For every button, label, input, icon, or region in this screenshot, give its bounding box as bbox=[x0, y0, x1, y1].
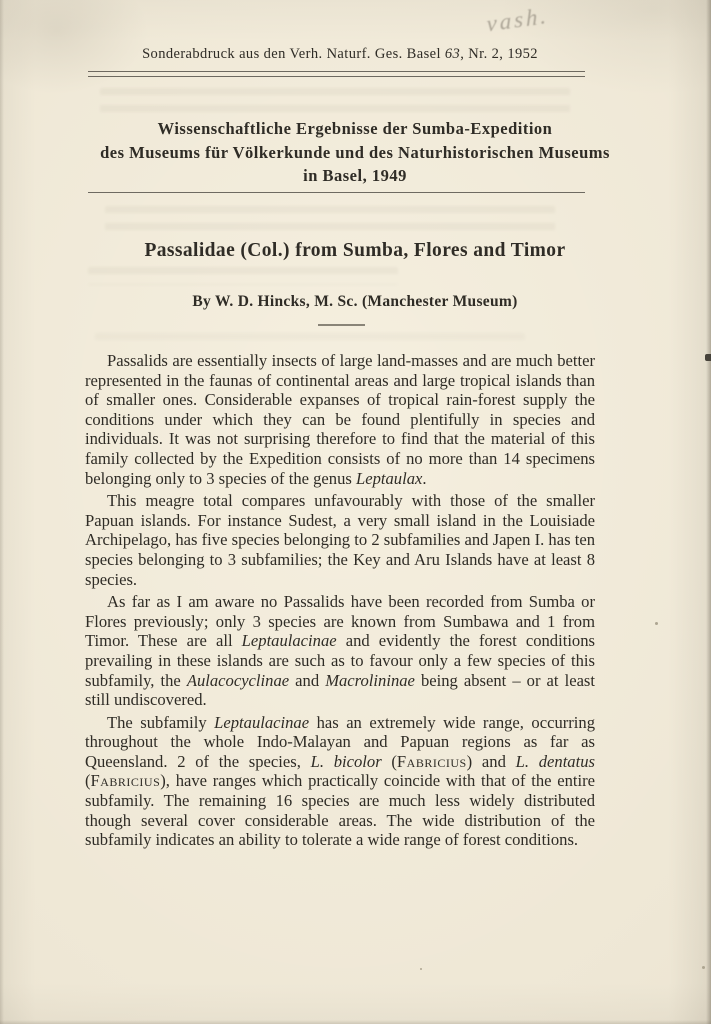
page-edge-shadow-left bbox=[0, 0, 4, 1024]
paragraph-1: Passalids are essentially insects of large land-masses and are much better represented in the faunas of continental areas and large tropical islands than of smaller ones. Considerable expanses of tropical rain-forest supply the conditions under which they can be found plentifully in species and individuals. It was not surprising therefore to find that the material of this family collected by the Expedition consists of no more than 14 specimens belonging only to 3 species of the genus Leptaulax. bbox=[85, 351, 595, 488]
double-rule bbox=[88, 71, 585, 77]
page-edge-shadow-right bbox=[706, 0, 711, 1024]
handwritten-pencil-note: vash. bbox=[486, 2, 550, 37]
scan-edge-mark bbox=[705, 354, 711, 361]
series-heading-line: des Museums für Völkerkunde und des Naturhistorischen Museums bbox=[100, 142, 610, 162]
series-heading-line: in Basel, 1949 bbox=[303, 166, 407, 185]
paragraph-3: As far as I am aware no Passalids have been recorded from Sumba or Flores previously; only 3 species are known from Sumbawa and 1 from Timor. These are all Leptaulacinae and evidently the forest conditions prevailing in these islands are such as to favour only a few species of this subfamily, the Aulacocyclinae and Macrolininae being absent – or at least still undiscovered. bbox=[85, 592, 595, 710]
show-through bbox=[88, 267, 398, 285]
article-title: Passalidae (Col.) from Sumba, Flores and Timor bbox=[144, 240, 566, 261]
page-edge-shadow-bottom bbox=[0, 1020, 711, 1024]
section-divider bbox=[318, 324, 365, 326]
show-through bbox=[100, 88, 570, 118]
paper-speck bbox=[420, 968, 422, 970]
paragraph-2: This meagre total compares unfavourably with those of the smaller Papuan islands. For instance Sudest, a very small island in the Louisiade Archipelago, has five species belonging to 2 subfamilies and Japen I. has ten species belonging to 3 subfamilies; the Key and Aru Islands have at least 8 species. bbox=[85, 491, 595, 589]
journal-reference: Sonderabdruck aus den Verh. Naturf. Ges. Basel 63, Nr. 2, 1952 bbox=[142, 46, 538, 62]
article-body bbox=[85, 351, 595, 853]
paper-speck bbox=[655, 622, 658, 625]
series-heading bbox=[35, 117, 675, 188]
paper-speck bbox=[702, 966, 705, 969]
heading-rule bbox=[88, 192, 585, 193]
show-through bbox=[95, 333, 525, 347]
paragraph-4: The subfamily Leptaulacinae has an extremely wide range, occurring throughout the whole Indo-Malayan and Papuan regions as far as Queensland. 2 of the species, L. bicolor (Fabricius) and L. dentatus (Fabricius), have ranges which practically coincide with that of the entire subfamily. The remaining 16 species are much less widely distributed though several cover considerable areas. The wide distribution of the subfamily indicates an ability to tolerate a wide range of forest conditions. bbox=[85, 712, 595, 850]
author-byline: By W. D. Hincks, M. Sc. (Manchester Museum) bbox=[192, 293, 518, 310]
show-through bbox=[105, 206, 555, 234]
series-heading-line: Wissenschaftliche Ergebnisse der Sumba-Expedition bbox=[157, 119, 553, 138]
